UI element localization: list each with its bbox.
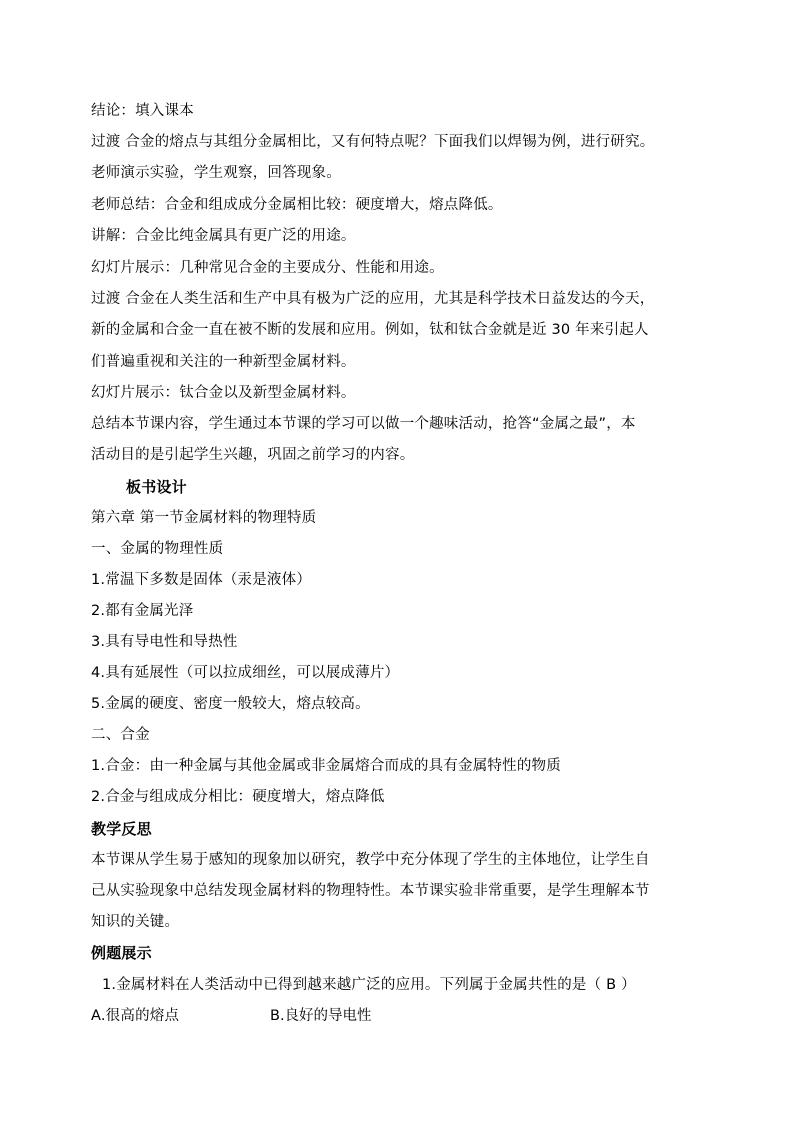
board-section-2-item: 2.合金与组成成分相比：硬度增大，熔点降低 [91, 789, 385, 805]
board-section-1-item: 2.都有金属光泽 [91, 603, 194, 619]
example-option-a: A.很高的熔点 [91, 1008, 180, 1024]
transition-2-line-2: 新的金属和合金一直在被不断的发展和应用。例如，钛和钛合金就是近 30 年来引起人 [91, 322, 649, 338]
transition-2-line-1: 过渡 合金在人类生活和生产中具有极为广泛的应用，尤其是科学技术日益发达的今天， [91, 291, 655, 307]
reflection-line: 本节课从学生易于感知的现象加以研究，教学中充分体现了学生的主体地位，让学生自 [91, 852, 650, 868]
summary-line: 老师总结：合金和组成成分金属相比较：硬度增大，熔点降低。 [91, 197, 503, 213]
board-section-1-item: 3.具有导电性和导热性 [91, 634, 238, 650]
transition-2-line-3: 们普遍重视和关注的一种新型金属材料。 [91, 354, 356, 370]
wrap-up-line-2: 活动目的是引起学生兴趣，巩固之前学习的内容。 [91, 447, 415, 463]
reflection-line: 知识的关键。 [91, 914, 180, 930]
board-section-1-item: 4.具有延展性（可以拉成细丝，可以展成薄片） [91, 665, 400, 681]
board-section-1-item: 5.金属的硬度、密度一般较大，熔点较高。 [91, 696, 370, 712]
board-section-1-item: 1.常温下多数是固体（汞是液体） [91, 572, 312, 588]
board-section-1-title: 一、金属的物理性质 [91, 541, 224, 557]
slide-line-1: 幻灯片展示：几种常见合金的主要成分、性能和用途。 [91, 260, 444, 276]
explain-line: 讲解：合金比纯金属具有更广泛的用途。 [91, 228, 356, 244]
example-option-b: B.良好的导电性 [270, 1008, 372, 1024]
reflection-heading: 教学反思 [91, 820, 152, 838]
examples-heading: 例题展示 [91, 944, 152, 962]
board-chapter-title: 第六章 第一节金属材料的物理特质 [91, 510, 317, 526]
board-section-2-item: 1.合金：由一种金属与其他金属或非金属熔合而成的具有金属特性的物质 [91, 758, 561, 774]
conclusion-line: 结论：填入课本 [91, 103, 194, 119]
board-section-2-title: 二、合金 [91, 727, 150, 743]
board-design-heading: 板书设计 [126, 478, 187, 496]
transition-line-1: 过渡 合金的熔点与其组分金属相比，又有何特点呢？下面我们以焊锡为例，进行研究。 [91, 134, 655, 150]
slide-line-2: 幻灯片展示：钛合金以及新型金属材料。 [91, 385, 356, 401]
demo-line: 老师演示实验，学生观察，回答现象。 [91, 165, 341, 181]
wrap-up-line-1: 总结本节课内容，学生通过本节课的学习可以做一个趣味活动，抢答“金属之最”，本 [91, 416, 636, 432]
example-question-1: 1.金属材料在人类活动中已得到越来越广泛的应用。下列属于金属共性的是（ B ） [102, 977, 636, 993]
reflection-line: 己从实验现象中总结发现金属材料的物理特性。本节课实验非常重要，是学生理解本节 [91, 883, 650, 899]
